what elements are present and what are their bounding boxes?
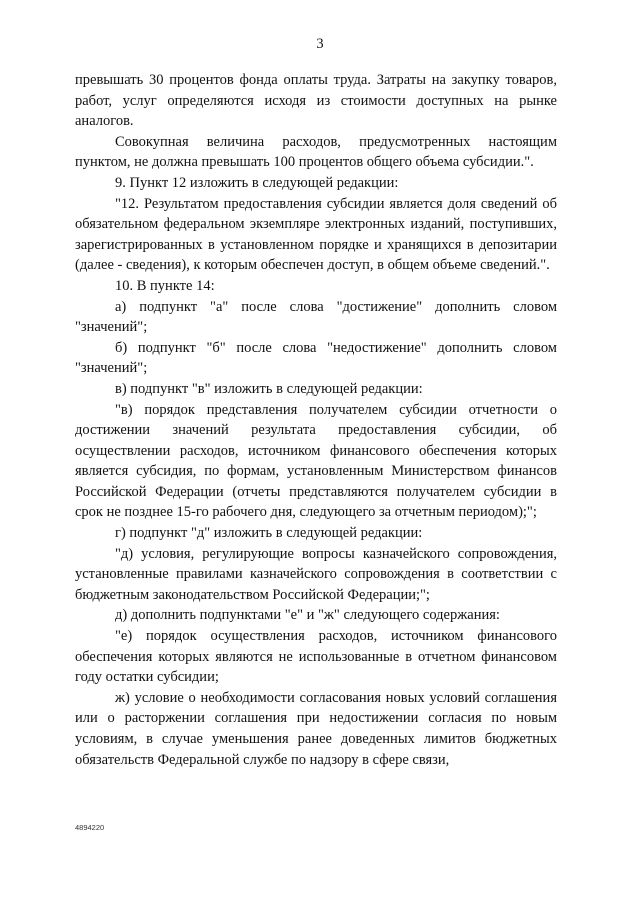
paragraph-subitem-g: г) подпункт "д" изложить в следующей редакции: [115,525,423,542]
paragraph-subitem-v: в) подпункт "в" изложить в следующей редакции: [115,380,423,397]
paragraph-subitem-d: д) дополнить подпунктами "е" и "ж" следующего содержания: [115,607,500,624]
paragraph-continuation: превышать 30 процентов фонда оплаты труда. Затраты на закупку товаров, работ, услуг определяются исходя из стоимости доступных на рынке аналогов. [75,72,557,130]
paragraph-subitem-zh-text: ж) условие о необходимости согласования новых условий соглашения или о расторжении соглашения при недостижении согласия по новым условиям, в случае уменьшения ранее доведенных лимитов бюджетных обязательств Федеральной службе по надзору в сфере связи, [75,689,557,768]
document-code: 4894220 [75,823,105,832]
paragraph-item-9: 9. Пункт 12 изложить в следующей редакции: [115,174,399,191]
page-number: 3 [316,36,324,52]
paragraph-item-12-text: "12. Результатом предоставления субсидии является доля сведений об обязательном федеральном экземпляре электронных изданий, поступивших, зарегистрированных в установленном порядке и хранящихся в депозитарии (далее - сведения), к которым обеспечен доступ, в общем объеме сведений.". [75,195,557,274]
paragraph-total-expenses: Совокупная величина расходов, предусмотренных настоящим пунктом, не должна превышать 100 процентов общего объема субсидии.". [75,133,557,171]
paragraph-item-10: 10. В пункте 14: [115,277,215,294]
paragraph-subitem-d-text: "д) условия, регулирующие вопросы казначейского сопровождения, установленные правилами казначейского сопровождения в соответствии с бюджетным законодательством Российской Федерации;"; [75,545,557,603]
paragraph-subitem-e-text: "е) порядок осуществления расходов, источником финансового обеспечения которых являются не использованные в отчетном финансовом году остатки субсидии; [75,628,557,686]
document-body [75,70,557,770]
paragraph-subitem-v-text: "в) порядок представления получателем субсидии отчетности о достижении значений результата предоставления субсидии, об осуществлении расходов, источником финансового обеспечения которых является субсидия, по формам, установленным Министерством финансов Российской Федерации (отчеты представляются получателем субсидии в срок не позднее 15-го рабочего дня, следующего за отчетным периодом);"; [75,401,557,521]
paragraph-subitem-b: б) подпункт "б" после слова "недостижение" дополнить словом "значений"; [75,339,557,377]
paragraph-subitem-a: а) подпункт "а" после слова "достижение" дополнить словом "значений"; [75,298,557,336]
